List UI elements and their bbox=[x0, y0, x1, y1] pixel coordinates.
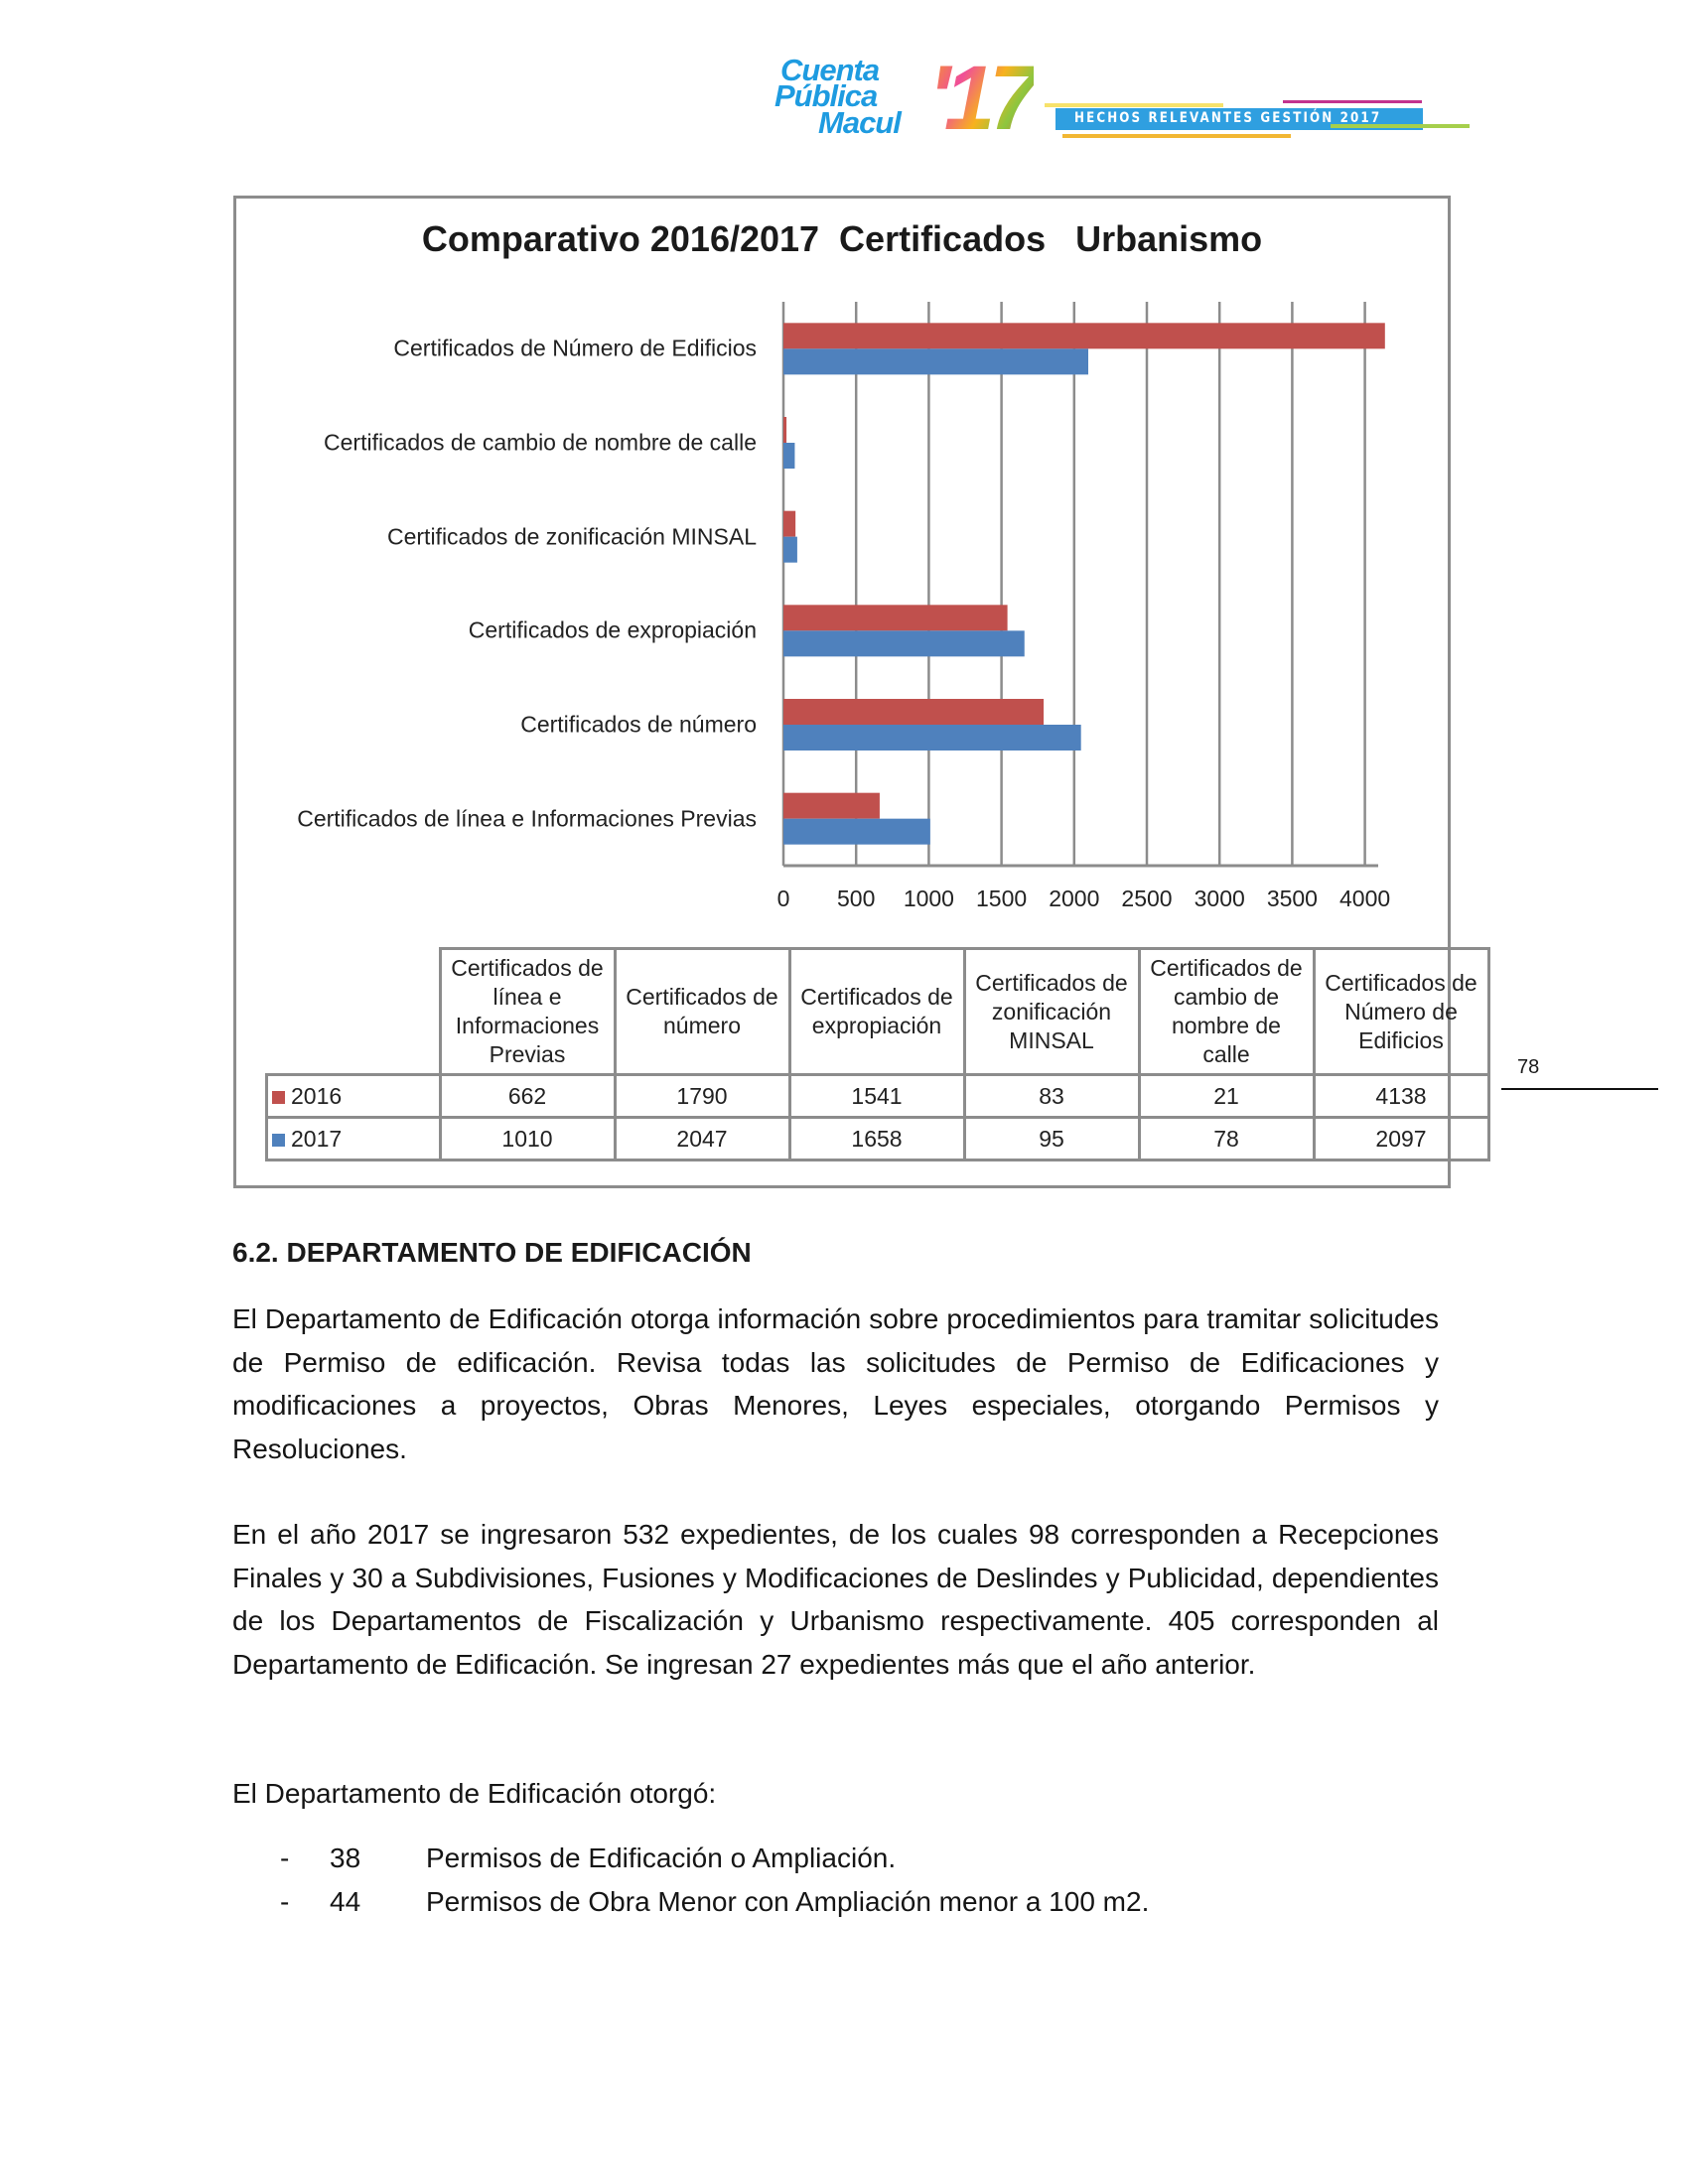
bar-2017 bbox=[783, 348, 1088, 374]
table-cell: 4138 bbox=[1314, 1075, 1488, 1118]
category-label: Certificados de línea e Informaciones Previas bbox=[297, 805, 757, 832]
bar-2017 bbox=[783, 725, 1081, 751]
table-header-cell: Certificados de expropiación bbox=[789, 949, 964, 1075]
table-row-2017 bbox=[267, 1118, 1489, 1160]
bar-2017 bbox=[783, 537, 797, 563]
table-cell: 95 bbox=[964, 1118, 1139, 1160]
bar-2016 bbox=[783, 605, 1008, 630]
category-label: Certificados de cambio de nombre de calle bbox=[324, 429, 757, 456]
section-heading: 6.2. DEPARTAMENTO DE EDIFICACIÓN bbox=[232, 1237, 752, 1268]
category-label: Certificados de Número de Edificios bbox=[393, 335, 757, 361]
paragraph-description: El Departamento de Edificación otorga información sobre procedimientos para tramitar solicitudes de Permiso de edificación. Revisa todas las solicitudes de Permiso de Edificaciones y modificaciones a proyectos, Obras Menores, Leyes especiales, otorgando Permisos y Resoluciones. bbox=[232, 1303, 1439, 1464]
table-header-row bbox=[267, 949, 1489, 1075]
list-text: Permisos de Obra Menor con Ampliación menor a 100 m2. bbox=[426, 1886, 1150, 1917]
category-label: Certificados de expropiación bbox=[468, 616, 757, 643]
x-tick-labels bbox=[777, 886, 1391, 911]
category-label: Certificados de número bbox=[520, 711, 757, 738]
table-cell: 1010 bbox=[440, 1118, 615, 1160]
legend-2017: 2017 bbox=[267, 1118, 441, 1160]
bar-2016 bbox=[783, 417, 786, 443]
chart-title: Comparativo 2016/2017 Certificados Urbanismo bbox=[421, 218, 1263, 259]
list-count: 38 bbox=[330, 1843, 361, 1873]
bar-2017 bbox=[783, 443, 794, 469]
bars bbox=[783, 323, 1385, 844]
page-number: 78 bbox=[1517, 1056, 1540, 1078]
x-tick-label: 4000 bbox=[1339, 886, 1391, 911]
logo-line-2: Pública bbox=[774, 78, 878, 113]
bar-2016 bbox=[783, 323, 1385, 348]
bar-2016 bbox=[783, 793, 880, 819]
table-cell: 662 bbox=[440, 1075, 615, 1118]
table-cell: 83 bbox=[964, 1075, 1139, 1118]
list-dash: - bbox=[280, 1843, 290, 1873]
table-header-cell: Certificados de zonificación MINSAL bbox=[964, 949, 1139, 1075]
banner-text: HECHOS RELEVANTES GESTIÓN 2017 bbox=[1074, 110, 1382, 126]
table-header-cell: Certificados de número bbox=[615, 949, 789, 1075]
x-tick-label: 500 bbox=[837, 886, 876, 911]
bar-2016 bbox=[783, 511, 795, 537]
bar-2017 bbox=[783, 630, 1025, 656]
x-tick-label: 1000 bbox=[903, 886, 954, 911]
logo-line-3: Macul bbox=[818, 105, 901, 140]
list-count: 44 bbox=[330, 1886, 361, 1917]
table-cell: 1541 bbox=[789, 1075, 964, 1118]
list-intro: El Departamento de Edificación otorgó: bbox=[232, 1778, 717, 1809]
x-tick-label: 2500 bbox=[1121, 886, 1173, 911]
table-cell: 2097 bbox=[1314, 1118, 1488, 1160]
logo-year: '17 bbox=[928, 48, 1035, 149]
table-header-cell: Certificados de Número de Edificios bbox=[1314, 949, 1488, 1075]
list-dash: - bbox=[280, 1886, 290, 1917]
x-tick-label: 0 bbox=[776, 886, 790, 911]
page-number-rule bbox=[1501, 1088, 1658, 1090]
table-cell: 78 bbox=[1139, 1118, 1314, 1160]
table-cell: 21 bbox=[1139, 1075, 1314, 1118]
list-text: Permisos de Edificación o Ampliación. bbox=[426, 1843, 897, 1873]
table-header-cell: Certificados de línea e Informaciones Previas bbox=[440, 949, 615, 1075]
paragraph-statistics: En el año 2017 se ingresaron 532 expedientes, de los cuales 98 corresponden a Recepciones Finales y 30 a Subdivisiones, Fusiones y Modificaciones de Deslindes y Publicidad, dependientes de los Departamentos de Fiscalización y Urbanismo respectivamente. 405 corresponden al Departamento de Edificación. Se ingresan 27 expedientes más que el año anterior. bbox=[232, 1519, 1439, 1680]
gridlines bbox=[783, 302, 1365, 866]
legend-swatch-2017 bbox=[272, 1134, 285, 1147]
table-cell: 1658 bbox=[789, 1118, 964, 1160]
x-tick-label: 1500 bbox=[976, 886, 1028, 911]
bar-2017 bbox=[783, 819, 930, 845]
table-cell: 2047 bbox=[615, 1118, 789, 1160]
logo-line-1: Cuenta bbox=[780, 53, 880, 87]
table-corner bbox=[267, 949, 441, 1075]
chart-data-table bbox=[265, 947, 1490, 1161]
table-row-2016 bbox=[267, 1075, 1489, 1118]
table-header-cell: Certificados de cambio de nombre de calle bbox=[1139, 949, 1314, 1075]
x-tick-label: 3000 bbox=[1194, 886, 1245, 911]
legend-swatch-2016 bbox=[272, 1091, 285, 1104]
x-tick-label: 3500 bbox=[1266, 886, 1318, 911]
category-label: Certificados de zonificación MINSAL bbox=[387, 523, 757, 550]
x-tick-label: 2000 bbox=[1049, 886, 1100, 911]
legend-2016: 2016 bbox=[267, 1075, 441, 1118]
bar-2016 bbox=[783, 699, 1044, 725]
table-cell: 1790 bbox=[615, 1075, 789, 1118]
